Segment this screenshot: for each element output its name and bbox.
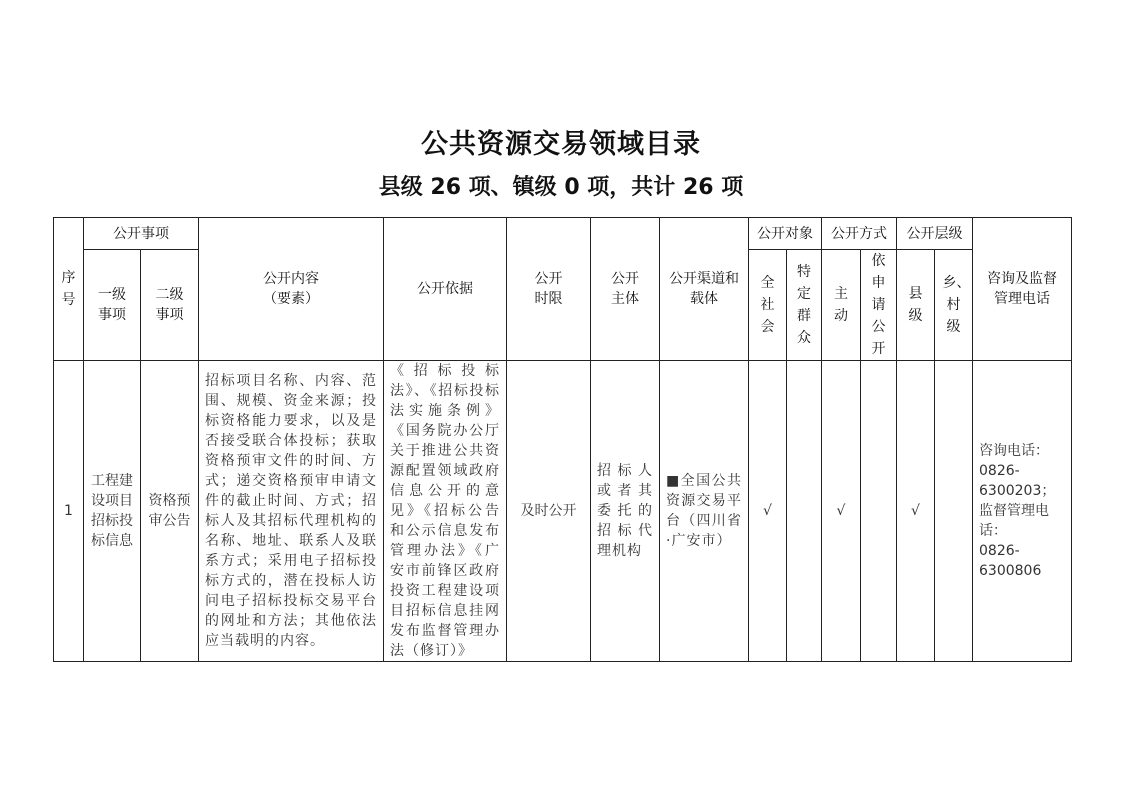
contact-consult-label: 咨询电话： xyxy=(979,443,1049,459)
row-contact xyxy=(973,361,1072,662)
row-method-active-check: √ xyxy=(822,361,861,662)
header-level-county: 县级 xyxy=(897,250,935,361)
header-items-group: 公开事项 xyxy=(84,218,199,250)
header-audience-group: 公开对象 xyxy=(749,218,822,250)
header-content: 公开内容 （要素） xyxy=(199,218,384,361)
row-level-county-check: √ xyxy=(897,361,935,662)
header-subject: 公开 主体 xyxy=(591,218,660,361)
row-content: 招标项目名称、内容、范围、规模、资金来源；投标资格能力要求，以及是否接受联合体投标；获取资格预审文件的时间、方式；递交资格预审申请文件的截止时间、方式；招标人及其招标代理机构的名称、地址、联系人及联系方式；采用电子招标投标方式的，潜在投标人访问电子招标投标交易平台的网址和方法；其他依法应当载明的内容。 xyxy=(199,361,384,662)
header-level1: 一级事项 xyxy=(84,250,141,361)
row-method-request-check xyxy=(861,361,897,662)
row-basis: 《招标投标法》、《招标投标法实施条例》《国务院办公厅关于推进公共资源配置领域政府信息公开的意见》《招标公告和公示信息发布管理办法》《广安市前锋区政府投资工程建设项目招标信息挂网发布监督管理办法（修订）》 xyxy=(384,361,507,662)
header-level-town: 乡、村级 xyxy=(935,250,973,361)
document-subtitle: 县级 26 项、镇级 0 项，共计 26 项 xyxy=(378,175,744,200)
header-basis: 公开依据 xyxy=(384,218,507,361)
table-row xyxy=(54,361,1072,662)
contact-consult-phone: 0826-6300203； xyxy=(979,463,1056,499)
row-level2: 资格预审公告 xyxy=(141,361,199,662)
header-contact: 咨询及监督管理电话 xyxy=(973,218,1072,361)
catalog-table xyxy=(53,217,1072,662)
row-subject: 招标人或者其委托的招标代理机构 xyxy=(591,361,660,662)
row-audience-all-check: √ xyxy=(749,361,787,662)
header-audience-specific: 特定群众 xyxy=(787,250,822,361)
header-time-limit: 公开 时限 xyxy=(507,218,591,361)
header-level2: 二级事项 xyxy=(141,250,199,361)
header-audience-all: 全社会 xyxy=(749,250,787,361)
row-level-town-check xyxy=(935,361,973,662)
header-method-request: 依申请公开 xyxy=(861,250,897,361)
row-level1: 工程建设项目招标投标信息 xyxy=(84,361,141,662)
contact-supervise-phone: 0826-6300806 xyxy=(979,543,1042,579)
header-seq: 序号 xyxy=(54,218,84,361)
header-method-active: 主动 xyxy=(822,250,861,361)
row-seq: 1 xyxy=(54,361,84,662)
header-method-group: 公开方式 xyxy=(822,218,897,250)
row-audience-specific-check xyxy=(787,361,822,662)
header-level-group: 公开层级 xyxy=(897,218,973,250)
document-title: 公共资源交易领域目录 xyxy=(421,129,701,160)
row-time-limit: 及时公开 xyxy=(507,361,591,662)
header-channel: 公开渠道和 载体 xyxy=(660,218,749,361)
contact-supervise-label: 监督管理电话： xyxy=(979,503,1049,539)
header-row-1 xyxy=(54,218,1072,250)
row-channel: ■全国公共资源交易平台（四川省·广安市） xyxy=(660,361,749,662)
